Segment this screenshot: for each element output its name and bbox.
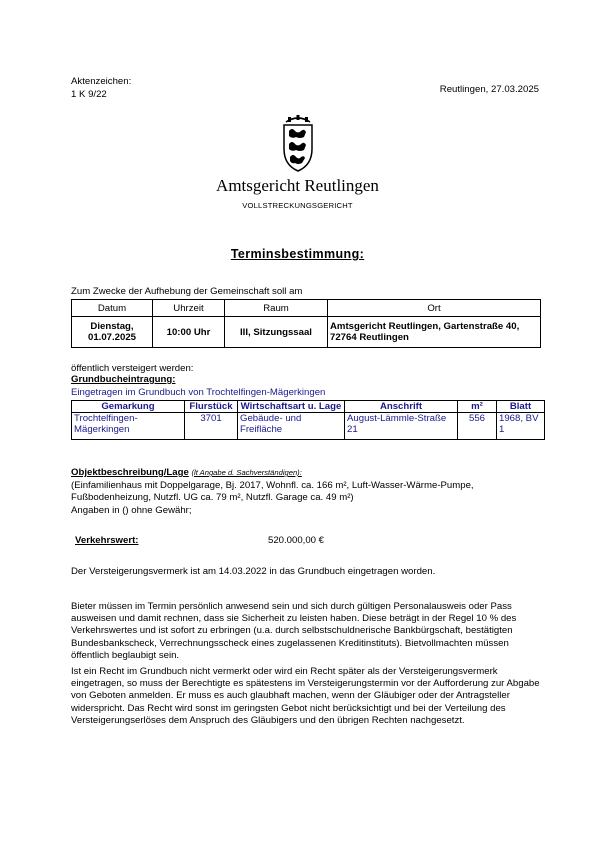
cell-flaeche: 556 bbox=[458, 413, 497, 440]
table-row bbox=[72, 413, 545, 440]
appointment-date: Dienstag, 01.07.2025 bbox=[72, 317, 153, 348]
cell-blatt: 1968, BV 1 bbox=[497, 413, 545, 440]
appointment-time: 10:00 Uhr bbox=[153, 317, 225, 348]
land-register-caption: Eingetragen im Grundbuch von Trochtelfingen-Mägerkingen bbox=[71, 387, 326, 398]
cell-anschrift: August-Lämmle-Straße 21 bbox=[345, 413, 458, 440]
col-ort: Ort bbox=[328, 300, 541, 317]
cell-flurstueck: 3701 bbox=[185, 413, 238, 440]
court-subtitle: VOLLSTRECKUNGSGERICHT bbox=[242, 201, 353, 210]
col-gemarkung: Gemarkung bbox=[72, 401, 185, 413]
col-datum: Datum bbox=[72, 300, 153, 317]
appointment-table bbox=[71, 299, 541, 348]
paragraph-registration: Der Versteigerungsvermerk ist am 14.03.2022 in das Grundbuch eingetragen worden. bbox=[71, 566, 436, 577]
col-uhrzeit: Uhrzeit bbox=[153, 300, 225, 317]
aktenzeichen-block bbox=[71, 75, 131, 101]
col-flurstueck: Flurstück bbox=[185, 401, 238, 413]
appointment-table-header bbox=[72, 300, 541, 317]
land-register-header-row bbox=[72, 401, 545, 413]
document-title: Terminsbestimmung: bbox=[230, 247, 365, 261]
market-value: 520.000,00 € bbox=[268, 535, 325, 546]
cell-wirtschaftsart: Gebäude- und Freifläche bbox=[238, 413, 345, 440]
market-value-label: Verkehrswert: bbox=[75, 535, 139, 546]
col-anschrift: Anschrift bbox=[345, 401, 458, 413]
paragraph-rights: Ist ein Recht im Grundbuch nicht vermerkt oder wird ein Recht später als der Versteigerungsvermerk eingetragen, so muss der Berechtigte es spätestens im Versteigerungstermin vor der Aufforderung zur Abgabe von Geboten anmelden. Er muss es auch glaubhaft machen, wenn der Gläubiger oder der Antragsteller widerspricht. Das Recht wird sonst im geringsten Gebot nicht berücksichtigt und bei der Verteilung des Versteigerungserlöses dem Anspruch des Gläubigers und den übrigen Rechten nachgesetzt. bbox=[71, 666, 540, 726]
appointment-place: Amtsgericht Reutlingen, Gartenstraße 40, 72764 Reutlingen bbox=[328, 317, 541, 348]
court-name: Amtsgericht Reutlingen bbox=[216, 176, 379, 195]
col-raum: Raum bbox=[225, 300, 328, 317]
col-blatt: Blatt bbox=[497, 401, 545, 413]
object-description-text: (Einfamilienhaus mit Doppelgarage, Bj. 2017, Wohnfl. ca. 166 m², Luft-Wasser-Wärme-Pumpe, Fußbodenheizung, Nutzfl. UG ca. 79 m², Nutzfl. Garage ca. 49 m²) bbox=[71, 480, 474, 503]
intro-text: Zum Zwecke der Aufhebung der Gemeinschaft soll am bbox=[71, 286, 303, 297]
auction-statement: öffentlich versteigert werden: bbox=[71, 363, 194, 374]
object-description-heading bbox=[71, 467, 302, 478]
object-description-title: Objektbeschreibung/Lage bbox=[71, 467, 189, 478]
col-flaeche: m² bbox=[458, 401, 497, 413]
aktenzeichen-label: Aktenzeichen: bbox=[71, 76, 132, 87]
land-register-table bbox=[71, 400, 545, 440]
appointment-row bbox=[72, 317, 541, 348]
place-date: Reutlingen, 27.03.2025 bbox=[439, 84, 539, 95]
cell-gemarkung: Trochtelfingen-Mägerkingen bbox=[72, 413, 185, 440]
col-wirtschaftsart: Wirtschaftsart u. Lage bbox=[238, 401, 345, 413]
object-description-note: (lt Angabe d. Sachverständigen): bbox=[191, 468, 302, 477]
aktenzeichen-value: 1 K 9/22 bbox=[71, 89, 107, 100]
paragraph-bidders: Bieter müssen im Termin persönlich anwesend sein und sich durch gültigen Personalausweis oder Pass ausweisen und damit rechnen, dass sie Sicherheit zu leisten haben. Diese beträgt in der Regel 10 % des Verkehrswertes und ist sofort zu erbringen (u.a. durch selbstschuldnerische Bankbürgschaft, bestätigten Bundesbankscheck, Verrechnungsscheck eines zugelassenen Kreditinstituts). Bietvollmachten müssen öffentlich beglaubigt sein. bbox=[71, 601, 517, 661]
appointment-room: III, Sitzungssaal bbox=[225, 317, 328, 348]
object-disclaimer: Angaben in () ohne Gewähr; bbox=[71, 505, 192, 516]
land-register-heading: Grundbucheintragung: bbox=[71, 374, 176, 385]
coat-of-arms-icon bbox=[282, 113, 314, 176]
